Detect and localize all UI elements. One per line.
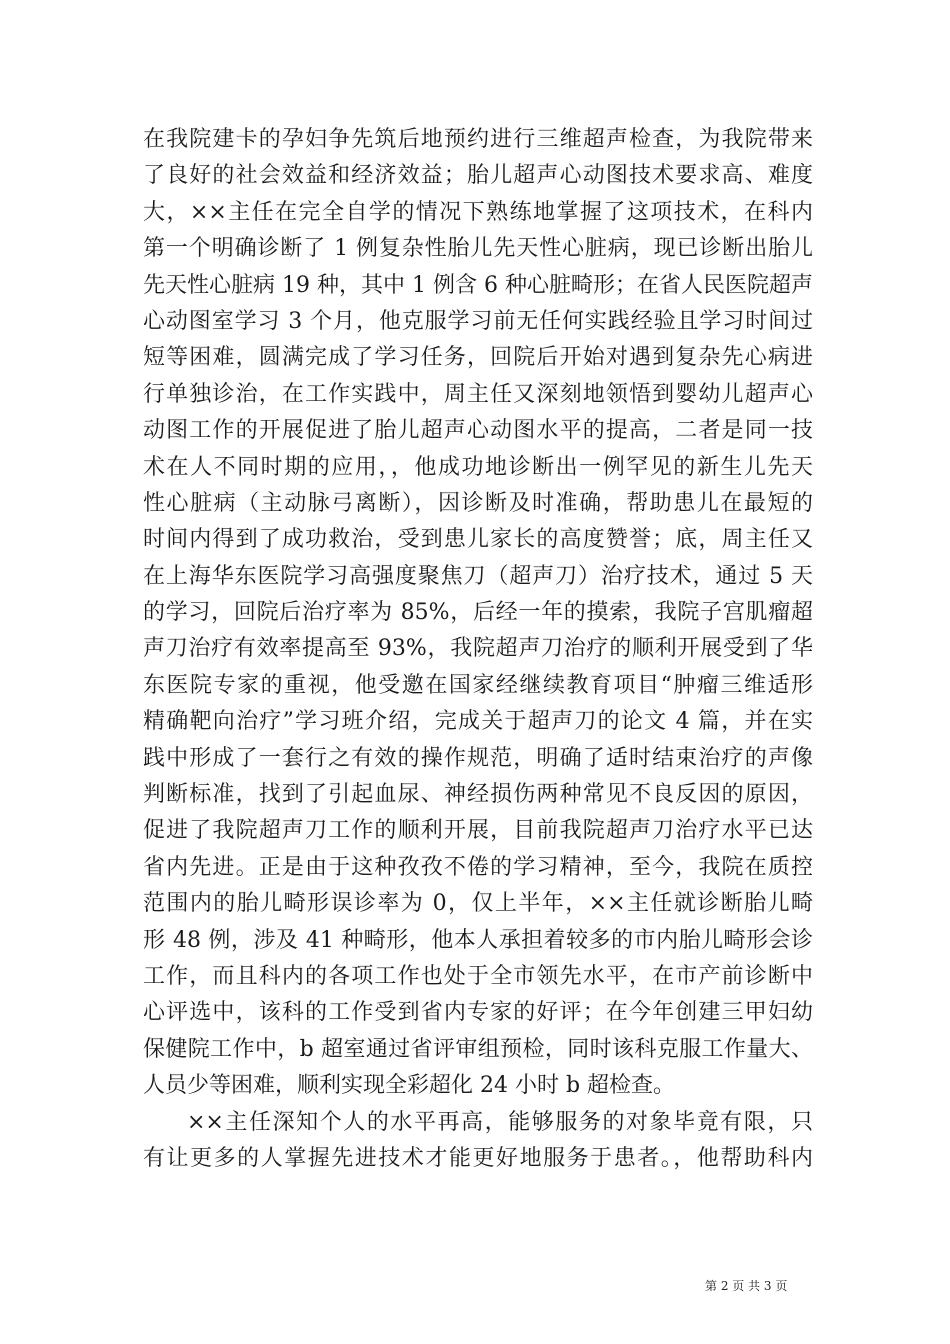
text-line: 范围内的胎儿畸形误诊率为 0，仅上半年，××主任就诊断胎儿畸	[143, 891, 813, 917]
text-line: 保健院工作中，b 超室通过省评审组预检，同时该科克服工作量大、	[143, 1036, 813, 1062]
text-line: 省内先进。正是由于这种孜孜不倦的学习精神，至今，我院在质控	[143, 854, 813, 880]
text-line: 判断标准，找到了引起血尿、神经损伤两种常见不良反因的原因，	[143, 782, 813, 808]
text-line: 东医院专家的重视，他受邀在国家经继续教育项目“肿瘤三维适形	[143, 672, 813, 698]
text-line: 的学习，回院后治疗率为 85%，后经一年的摸索，我院子宫肌瘤超	[143, 600, 813, 626]
text-line: 践中形成了一套行之有效的操作规范，明确了适时结束治疗的声像	[143, 745, 813, 771]
text-line: 在上海华东医院学习高强度聚焦刀（超声刀）治疗技术，通过 5 天	[143, 563, 813, 589]
text-line: 时间内得到了成功救治，受到患儿家长的高度赞誉；底，周主任又	[143, 527, 813, 553]
text-line: 大，××主任在完全自学的情况下熟练地掌握了这项技术，在科内	[143, 199, 813, 225]
text-line: 有让更多的人掌握先进技术才能更好地服务于患者。，他帮助科内	[143, 1145, 813, 1171]
text-line: 促进了我院超声刀工作的顺利开展，目前我院超声刀治疗水平已达	[143, 818, 813, 844]
text-line: 第一个明确诊断了 1 例复杂性胎儿先天性心脏病，现已诊断出胎儿	[143, 236, 813, 262]
text-line: 人员少等困难，顺利实现全彩超化 24 小时 b 超检查。	[143, 1073, 676, 1099]
body-text	[143, 122, 813, 1177]
text-line: 行单独诊治，在工作实践中，周主任又深刻地领悟到婴幼儿超声心	[143, 381, 813, 407]
text-line: 术在人不同时期的应用，，他成功地诊断出一例罕见的新生儿先天	[143, 454, 813, 480]
text-line: 形 48 例，涉及 41 种畸形，他本人承担着较多的市内胎儿畸形会诊	[143, 927, 813, 953]
text-line: 心评选中，该科的工作受到省内专家的好评；在今年创建三甲妇幼	[143, 1000, 813, 1026]
text-line: 先天性心脏病 19 种，其中 1 例含 6 种心脏畸形；在省人民医院超声	[143, 272, 813, 298]
text-line: 声刀治疗有效率提高至 93%，我院超声刀治疗的顺利开展受到了华	[143, 636, 813, 662]
text-line: 心动图室学习 3 个月，他克服学习前无任何实践经验且学习时间过	[143, 308, 813, 334]
text-line: 性心脏病（主动脉弓离断），因诊断及时准确，帮助患儿在最短的	[143, 490, 813, 516]
text-line: 精确靶向治疗”学习班介绍，完成关于超声刀的论文 4 篇，并在实	[143, 709, 813, 735]
text-line: ××主任深知个人的水平再高，能够服务的对象毕竟有限，只	[187, 1109, 813, 1135]
text-line: 了良好的社会效益和经济效益；胎儿超声心动图技术要求高、难度	[143, 163, 813, 189]
text-line: 工作，而且科内的各项工作也处于全市领先水平，在市产前诊断中	[143, 963, 813, 989]
text-line: 短等困难，圆满完成了学习任务，回院后开始对遇到复杂先心病进	[143, 345, 813, 371]
text-line: 在我院建卡的孕妇争先筑后地预约进行三维超声检查，为我院带来	[143, 127, 813, 152]
text-line: 动图工作的开展促进了胎儿超声心动图水平的提高，二者是同一技	[143, 418, 813, 444]
page-number: 第 2 页 共 3 页	[705, 1279, 788, 1293]
